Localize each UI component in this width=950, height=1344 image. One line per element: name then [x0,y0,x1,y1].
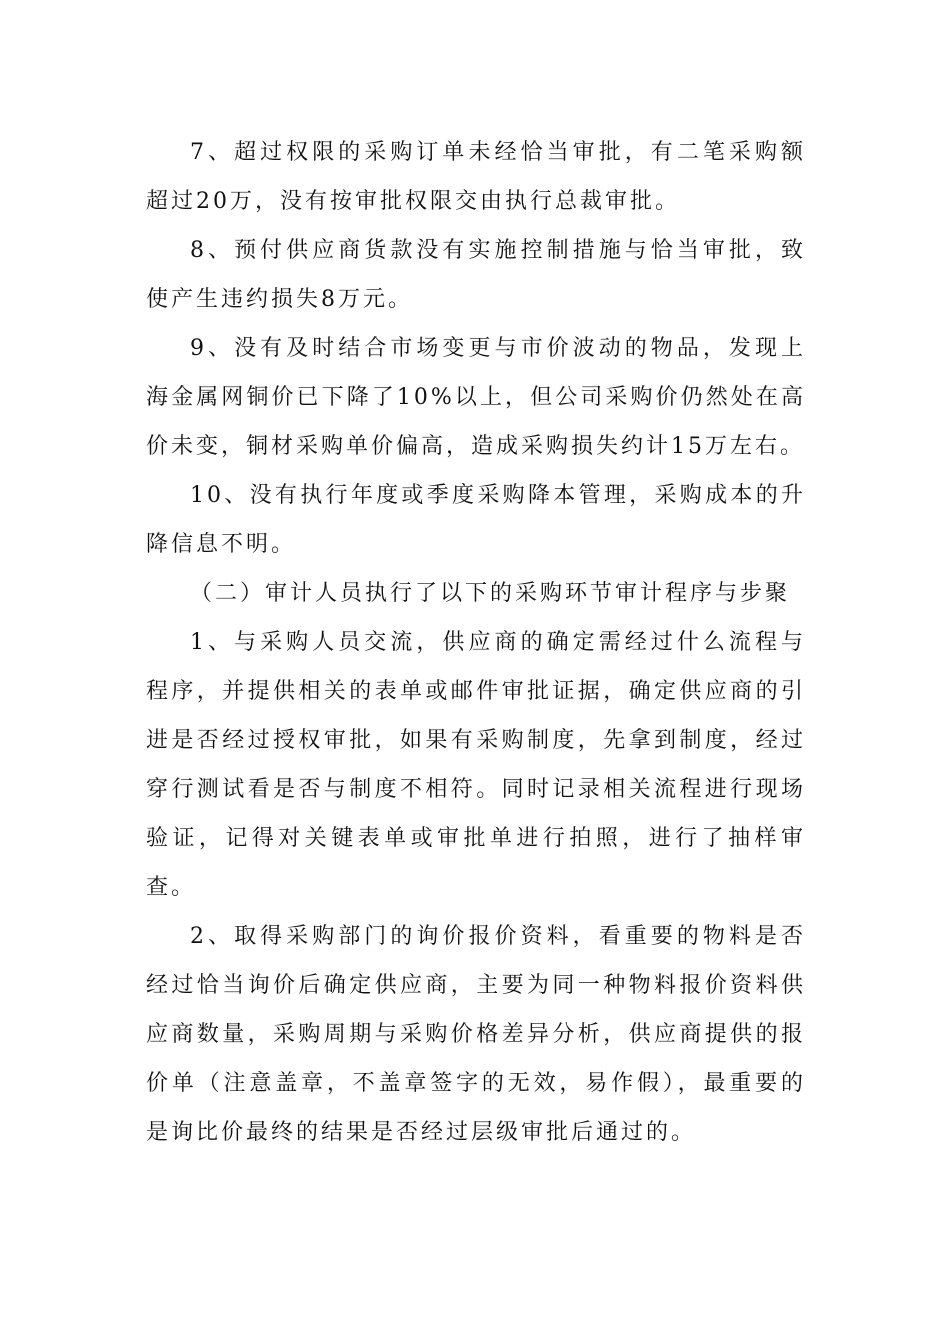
paragraph-item-9: 9、没有及时结合市场变更与市价波动的物品，发现上海金属网铜价已下降了10%以上，但公司采购价仍然处在高价未变，铜材采购单价偏高，造成采购损失约计15万左右。 [146,336,806,459]
section-heading: （二）审计人员执行了以下的采购环节审计程序与步聚 [190,581,791,606]
paragraph-step-2: 2、取得采购部门的询价报价资料，看重要的物料是否经过恰当询价后确定供应商，主要为同一种物料报价资料供应商数量，采购周期与采购价格差异分析，供应商提供的报价单（注意盖章，不盖章签字的无效，易作假），最重要的是询比价最终的结果是否经过层级审批后通过的。 [146,924,806,1145]
paragraph-item-7: 7、超过权限的采购订单未经恰当审批，有二笔采购额超过20万，没有按审批权限交由执行总裁审批。 [146,140,806,214]
paragraph-item-10: 10、没有执行年度或季度采购降本管理，采购成本的升降信息不明。 [146,483,806,557]
paragraph-step-1: 1、与采购人员交流，供应商的确定需经过什么流程与程序，并提供相关的表单或邮件审批证据，确定供应商的引进是否经过授权审批，如果有采购制度，先拿到制度，经过穿行测试看是否与制度不相符。同时记录相关流程进行现场验证，记得对关键表单或审批单进行拍照，进行了抽样审查。 [146,630,806,900]
document-body [146,128,806,1157]
paragraph-item-8: 8、预付供应商货款没有实施控制措施与恰当审批，致使产生违约损失8万元。 [146,238,806,312]
